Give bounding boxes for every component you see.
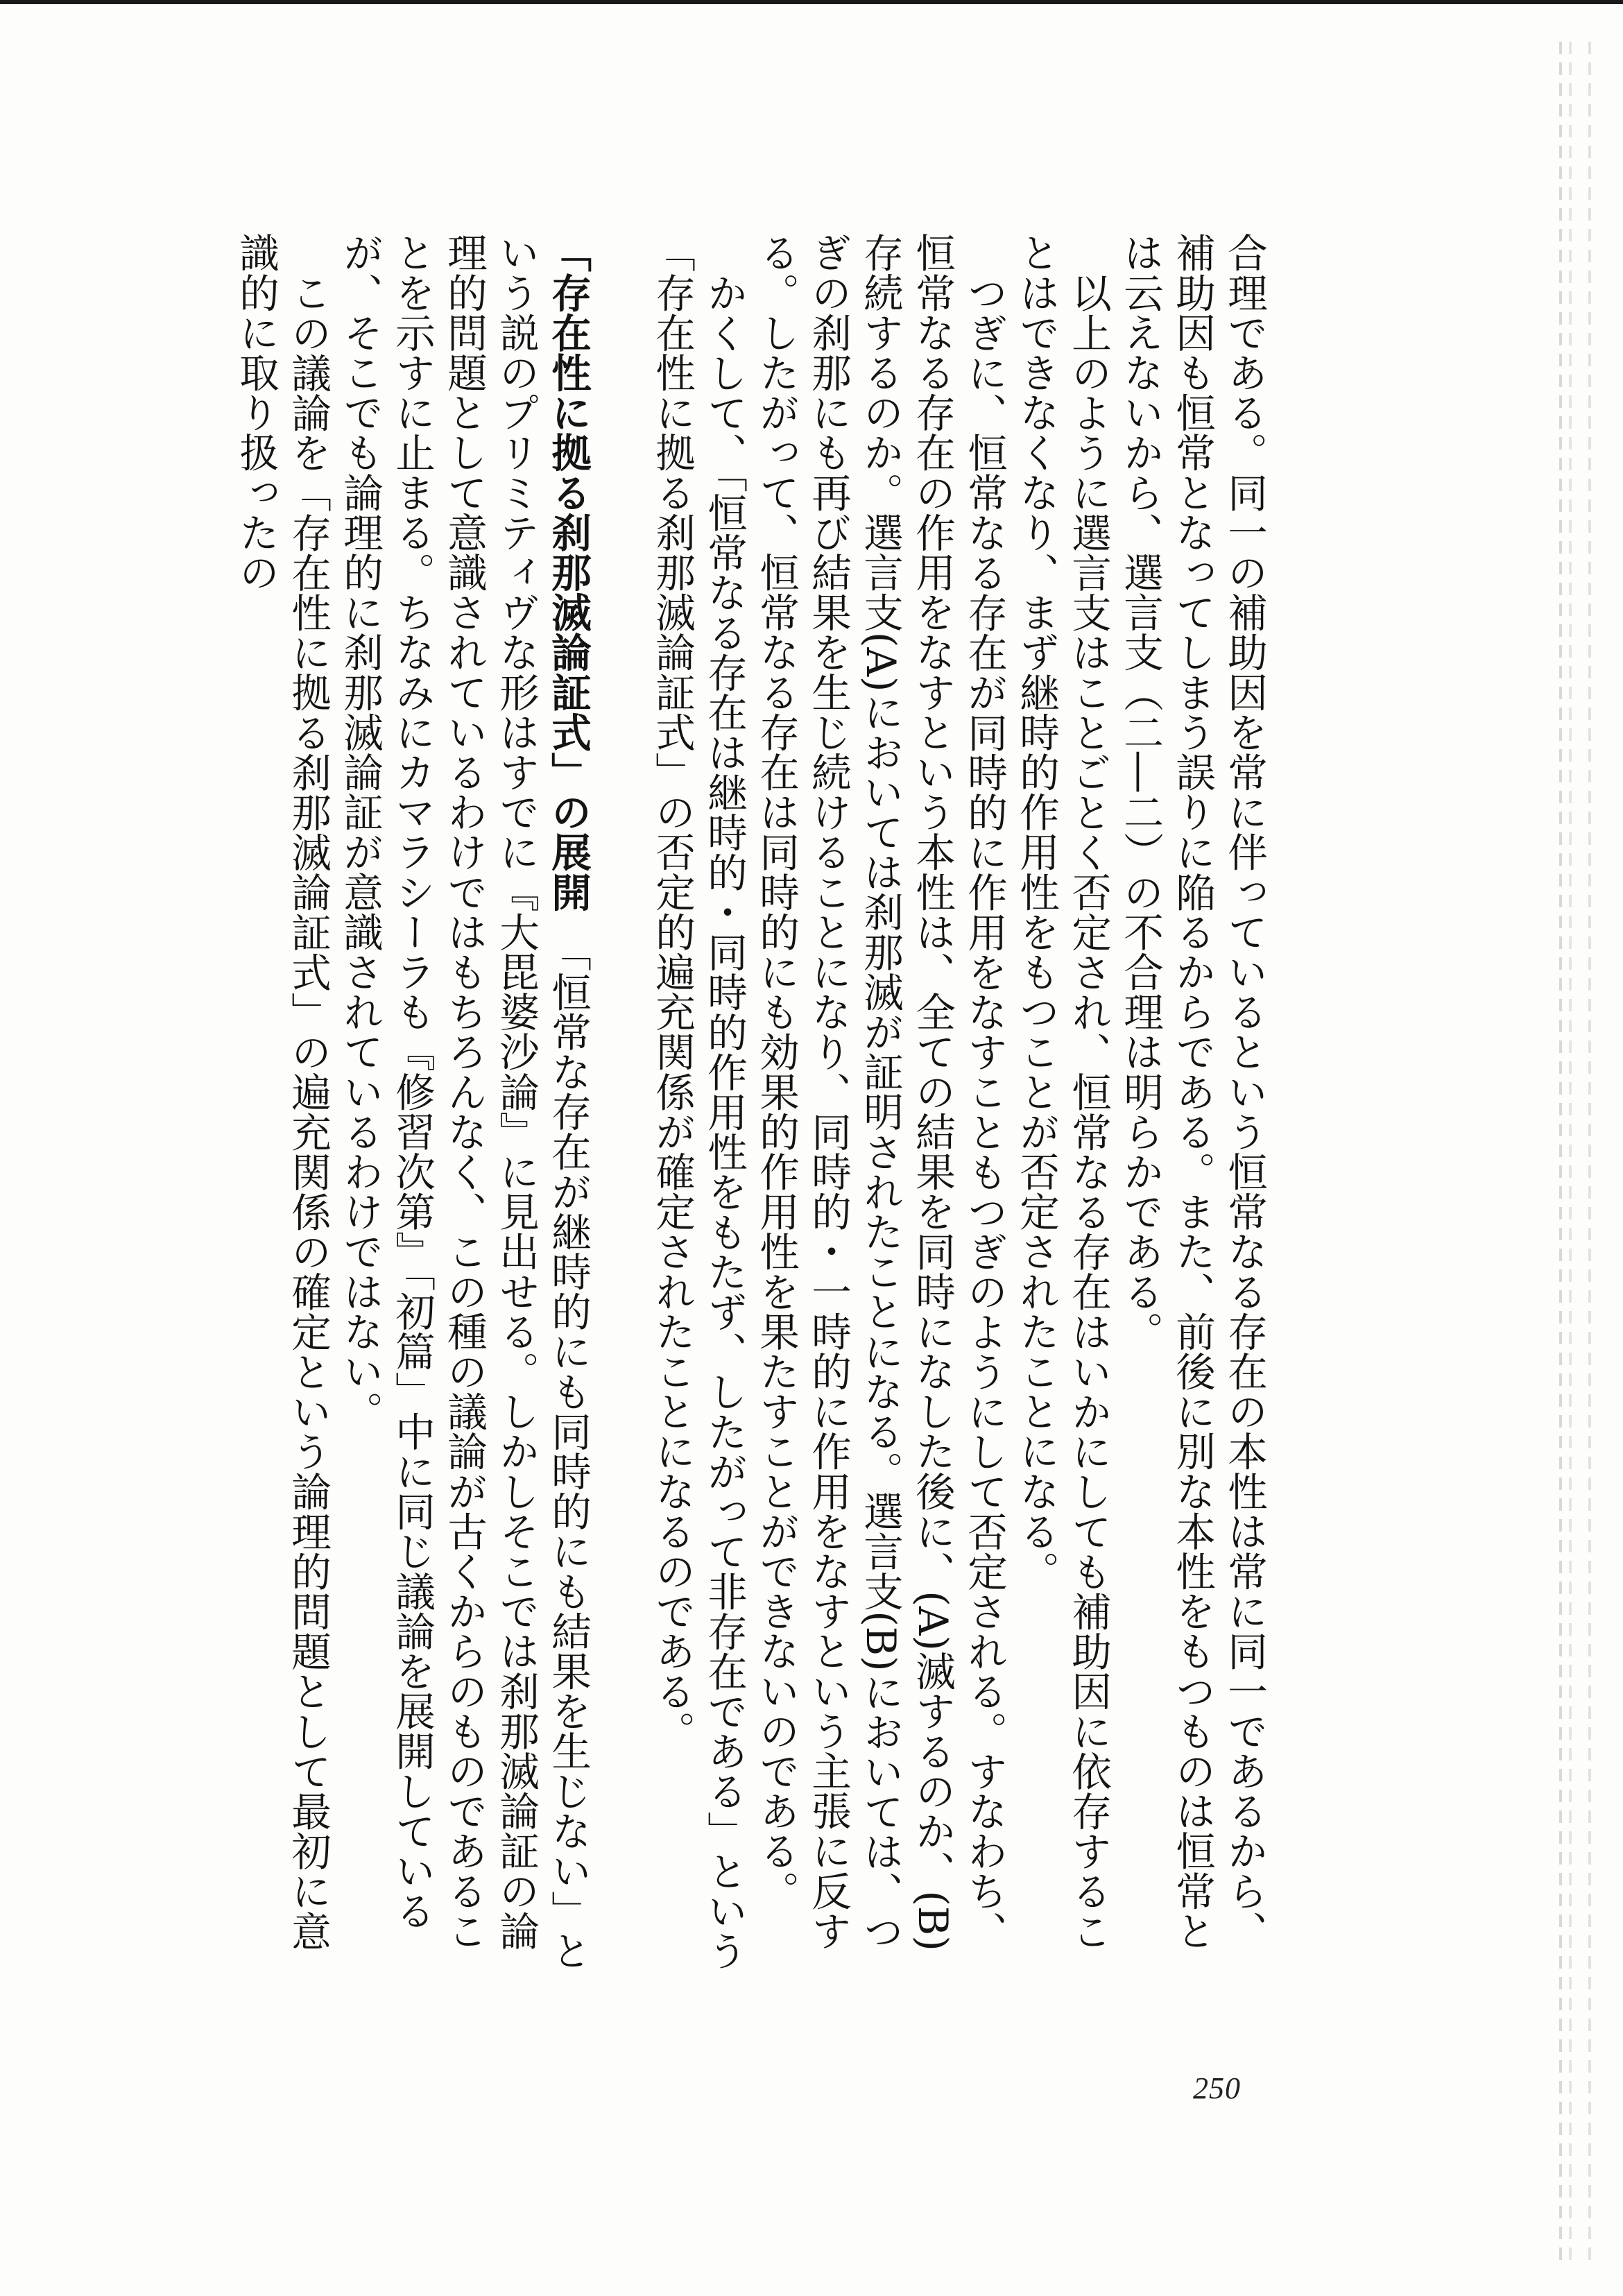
binding-gutter-line xyxy=(1588,42,1591,2261)
vertical-text-body xyxy=(0,232,1271,1980)
section-spacer xyxy=(594,232,646,1980)
section-heading: 「存在性に拠る刹那滅論証式」の展開 xyxy=(545,232,592,912)
binding-gutter-line xyxy=(1569,42,1572,2261)
paragraph: 合理である。同一の補助因を常に伴っているという恒常なる存在の本性は常に同一であるから、補助因も恒常となってしまう誤りに陥るからである。また、前後に別な本性をもつものは恒常とは云えないから、選言支（二―二）の不合理は明らかである。 xyxy=(1117,232,1268,1951)
section-paragraph xyxy=(334,232,594,1980)
page-top-edge xyxy=(0,0,1623,4)
paragraph: この議論を「存在性に拠る刹那滅論証式」の遍充関係の確定という論理的問題として最初に意識的に取り扱ったの xyxy=(233,232,332,1951)
paragraph: つぎに、恒常なる存在が同時的に作用をなすこともつぎのようにして否定される。すなわち、恒常なる存在の作用をなすという本性は、全ての結果を同時になした後に、(A)滅するのか、(B)存続するのか。選言支(A)においては刹那滅が証明されたことになる。選言支(B)においては、つぎの刹那にも再び結果を生じ続けることになり、同時的・一時的に作用をなすという主張に反する。したがって、恒常なる存在は同時的にも効果的作用性を果たすことができないのである。 xyxy=(753,232,1008,1951)
paragraph: かくして、「恒常なる存在は継時的・同時的作用性をもたず、したがって非存在である」という「存在性に拠る刹那滅論証式」の否定的遍充関係が確定されたことになるのである。 xyxy=(649,232,748,1971)
binding-gutter-line xyxy=(1559,42,1562,2261)
page-number: 250 xyxy=(1193,2071,1241,2105)
paragraph: 以上のように選言支はことごとく否定され、恒常なる存在はいかにしても補助因に依存することはできなくなり、まず継時的作用性をもつことが否定されたことになる。 xyxy=(1013,232,1112,1951)
section-body: 「恒常な存在が継時的にも同時的にも結果を生じない」という説のプリミティヴな形はすでに『大毘婆沙論』に見出せる。しかしそこでは刹那滅論証の論理的問題として意識されているわけではもちろんなく、この種の議論が古くからのものであることを示すに止まる。ちなみにカマラシーラも『修習次第』「初篇」中に同じ議論を展開しているが、そこでも論理的に刹那滅論証が意識されているわけではない。 xyxy=(337,232,592,1971)
